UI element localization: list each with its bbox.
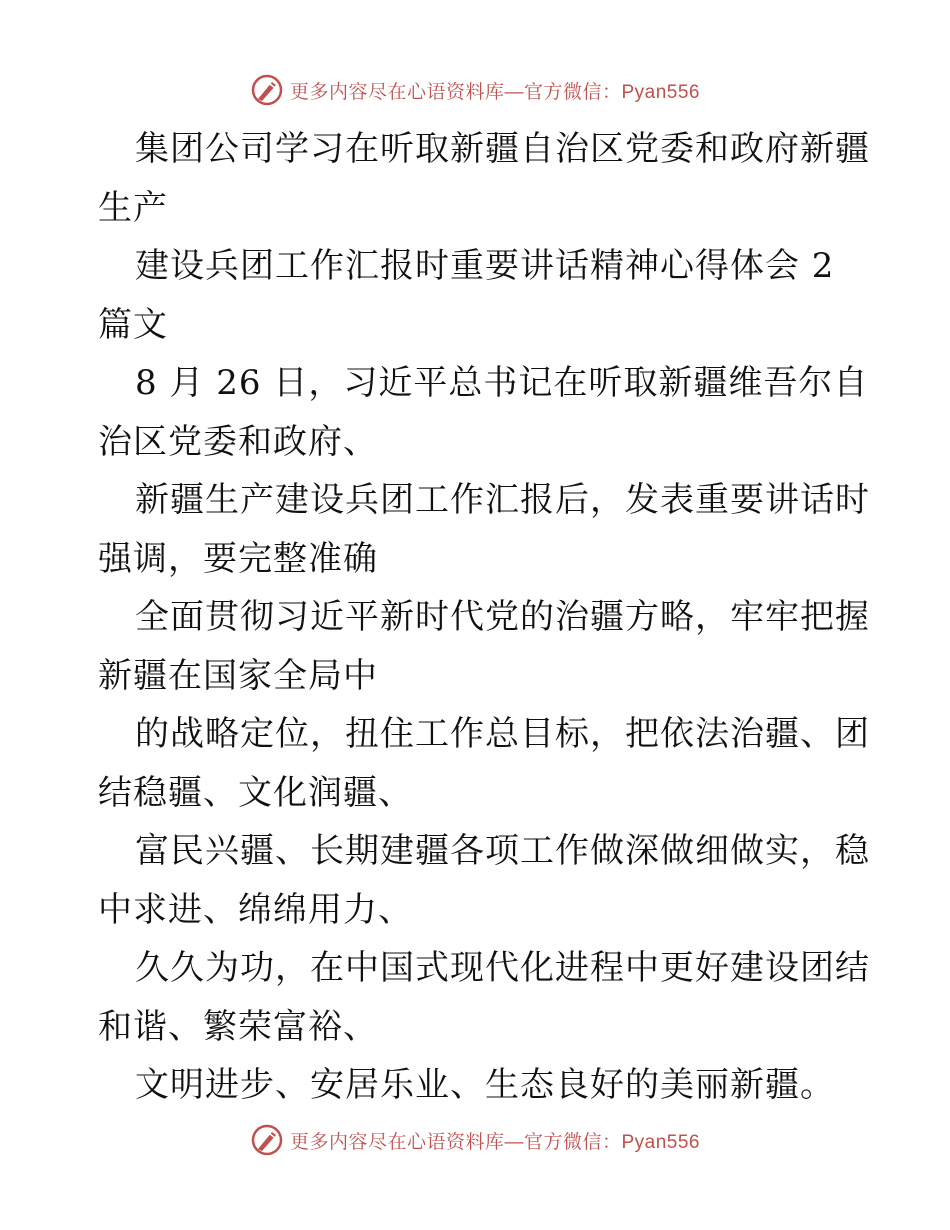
paragraph-line: 治区党委和政府、	[98, 421, 378, 462]
pen-logo-icon	[250, 1123, 284, 1157]
paragraph-line: 集团公司学习在听取新疆自治区党委和政府新疆	[135, 129, 870, 169]
pen-logo-icon	[250, 73, 284, 107]
paragraph-line: 结稳疆、文化润疆、	[98, 772, 413, 813]
footer-watermark	[0, 1120, 950, 1160]
paragraph-line: 新疆生产建设兵团工作汇报后，发表重要讲话时	[135, 480, 870, 520]
paragraph-line: 生产	[98, 187, 168, 228]
paragraph-line: 富民兴疆、长期建疆各项工作做深做细做实，稳	[135, 831, 870, 871]
watermark-text: 更多内容尽在心语资料库—官方微信：Pyan556	[289, 1131, 700, 1153]
document-body	[98, 120, 868, 1115]
header-watermark	[0, 70, 950, 110]
paragraph-line: 篇文	[98, 304, 168, 345]
paragraph-line: 新疆在国家全局中	[98, 655, 378, 696]
paragraph-line: 建设兵团工作汇报时重要讲话精神心得体会 2	[135, 246, 835, 286]
paragraph-line: 全面贯彻习近平新时代党的治疆方略，牢牢把握	[135, 597, 870, 637]
paragraph-line: 强调，要完整准确	[98, 538, 378, 579]
watermark-text: 更多内容尽在心语资料库—官方微信：Pyan556	[289, 81, 700, 103]
paragraph-line: 中求进、绵绵用力、	[98, 889, 413, 930]
paragraph-line: 的战略定位，扭住工作总目标，把依法治疆、团	[135, 714, 870, 754]
paragraph-line: 久久为功，在中国式现代化进程中更好建设团结	[135, 948, 870, 988]
paragraph-line: 文明进步、安居乐业、生态良好的美丽新疆。	[135, 1065, 835, 1105]
paragraph-line: 8 月 26 日，习近平总书记在听取新疆维吾尔自	[135, 363, 869, 403]
paragraph-line: 和谐、繁荣富裕、	[98, 1006, 378, 1047]
